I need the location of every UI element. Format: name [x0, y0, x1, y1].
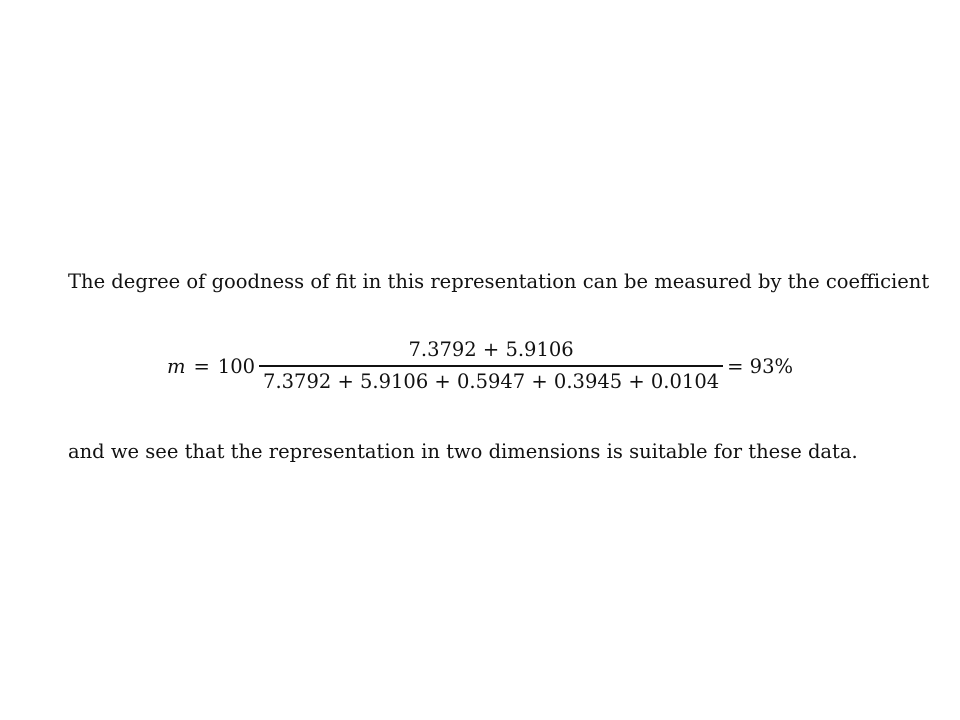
- equation-coefficient: 100: [217, 354, 256, 378]
- goodness-of-fit-equation: [0, 334, 960, 398]
- equation-result: = 93%: [727, 354, 794, 378]
- equation-variable: m: [166, 354, 186, 378]
- equation-fraction: [259, 337, 723, 394]
- fraction-denominator: 7.3792 + 5.9106 + 0.5947 + 0.3945 + 0.0104: [263, 369, 720, 393]
- equation-equals-sign: =: [193, 354, 210, 378]
- intro-paragraph: The degree of goodness of fit in this representation can be measured by the coefficient: [68, 270, 930, 293]
- fraction-numerator: 7.3792 + 5.9106: [408, 338, 574, 362]
- conclusion-paragraph: and we see that the representation in two dimensions is suitable for these data.: [68, 440, 858, 463]
